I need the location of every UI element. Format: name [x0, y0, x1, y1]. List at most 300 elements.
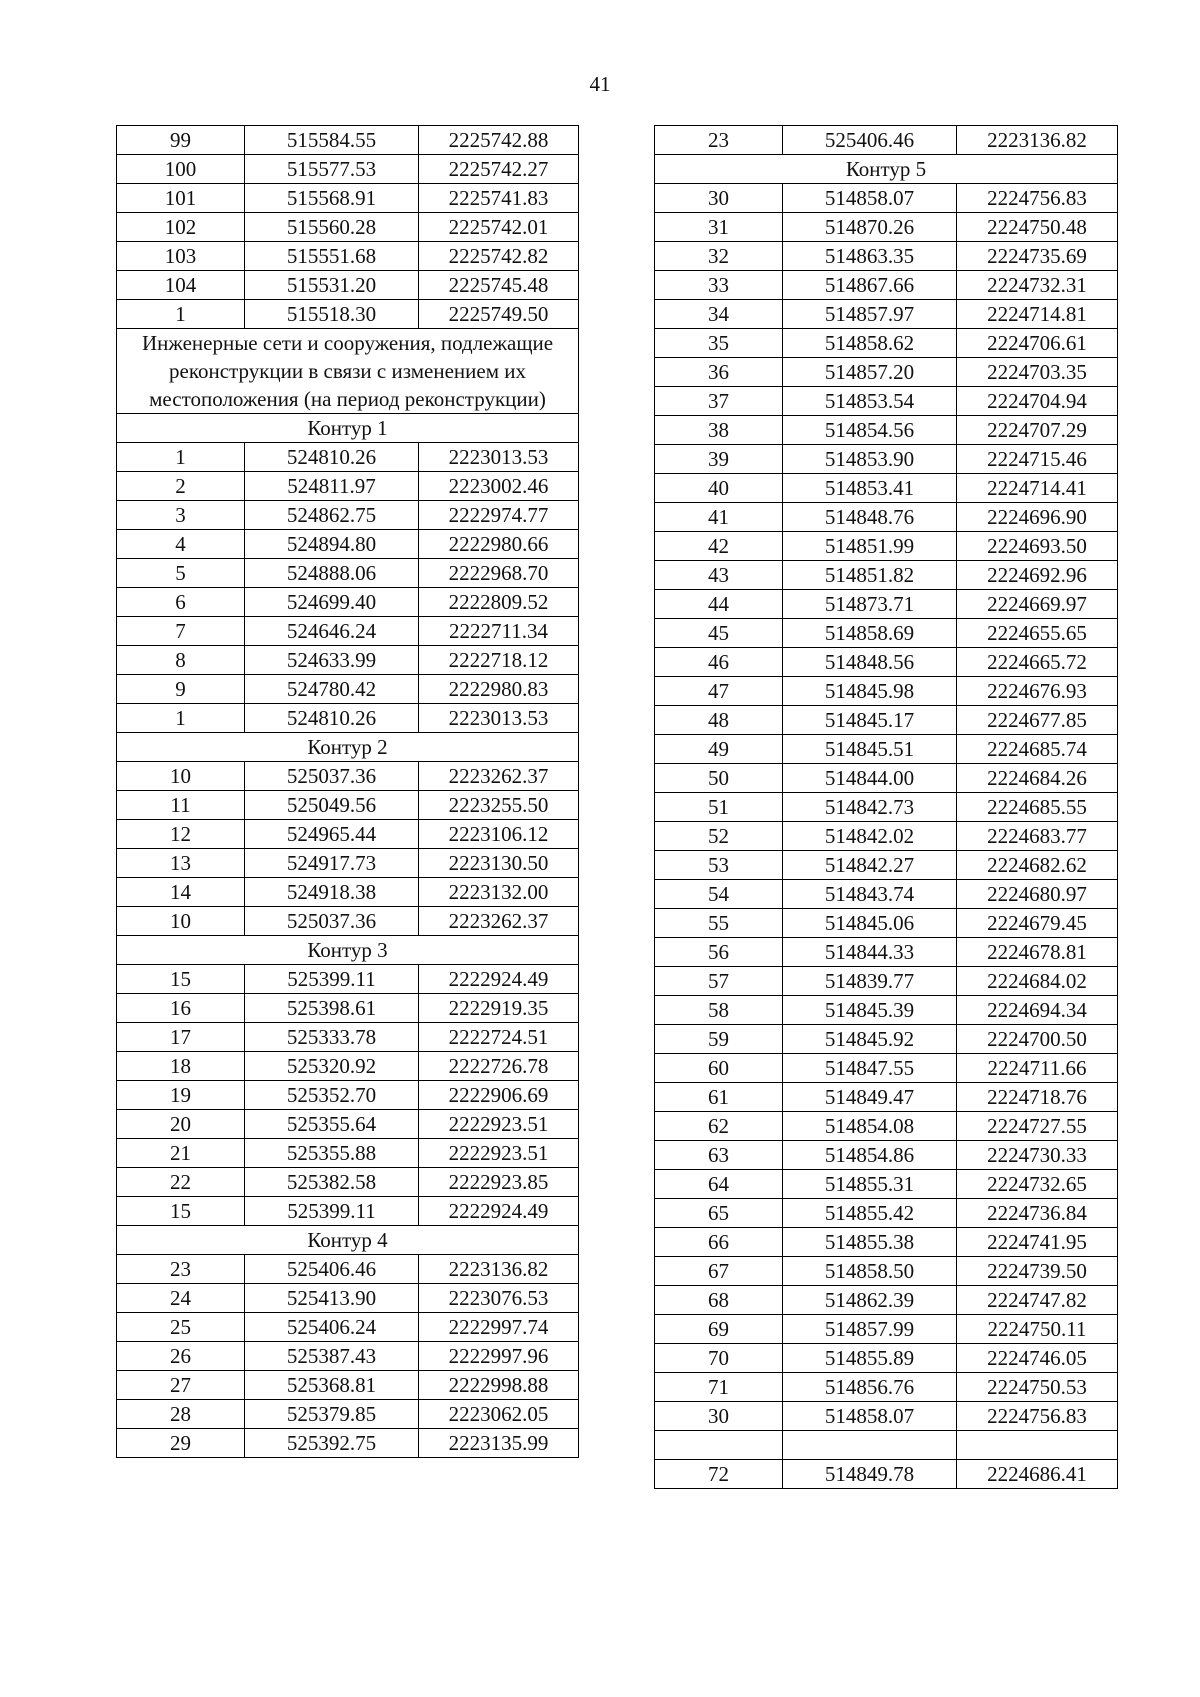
y-coordinate-cell: 2224714.81 — [957, 300, 1118, 329]
x-coordinate-cell: 514849.47 — [783, 1083, 957, 1112]
table-row — [117, 820, 579, 849]
x-coordinate-cell: 525392.75 — [245, 1429, 419, 1458]
point-number-cell: 38 — [655, 416, 783, 445]
point-number-cell: 4 — [117, 530, 245, 559]
y-coordinate-cell — [957, 1431, 1118, 1460]
x-coordinate-cell: 514854.86 — [783, 1141, 957, 1170]
table-row — [655, 271, 1118, 300]
y-coordinate-cell: 2222924.49 — [419, 965, 579, 994]
table-body-left — [117, 126, 579, 1458]
y-coordinate-cell: 2224665.72 — [957, 648, 1118, 677]
table-row — [117, 559, 579, 588]
table-row — [655, 1402, 1118, 1431]
x-coordinate-cell: 514845.39 — [783, 996, 957, 1025]
x-coordinate-cell: 525355.64 — [245, 1110, 419, 1139]
table-row — [655, 590, 1118, 619]
table-row — [655, 184, 1118, 213]
x-coordinate-cell: 525387.43 — [245, 1342, 419, 1371]
y-coordinate-cell: 2224735.69 — [957, 242, 1118, 271]
point-number-cell: 6 — [117, 588, 245, 617]
point-number-cell: 49 — [655, 735, 783, 764]
point-number-cell: 12 — [117, 820, 245, 849]
table-row — [655, 213, 1118, 242]
point-number-cell — [655, 1431, 783, 1460]
table-row — [117, 588, 579, 617]
section-title: Инженерные сети и сооружения, подлежащие реконструкции в связи с изменением их местоположения (на период реконструкции) — [117, 329, 579, 414]
table-row — [117, 300, 579, 329]
y-coordinate-cell: 2222980.66 — [419, 530, 579, 559]
point-number-cell: 27 — [117, 1371, 245, 1400]
x-coordinate-cell: 514842.73 — [783, 793, 957, 822]
y-coordinate-cell: 2222919.35 — [419, 994, 579, 1023]
point-number-cell: 20 — [117, 1110, 245, 1139]
x-coordinate-cell: 514839.77 — [783, 967, 957, 996]
y-coordinate-cell: 2224732.65 — [957, 1170, 1118, 1199]
y-coordinate-cell: 2224694.34 — [957, 996, 1118, 1025]
y-coordinate-cell: 2224676.93 — [957, 677, 1118, 706]
y-coordinate-cell: 2223130.50 — [419, 849, 579, 878]
y-coordinate-cell: 2222726.78 — [419, 1052, 579, 1081]
point-number-cell: 30 — [655, 184, 783, 213]
x-coordinate-cell: 514853.54 — [783, 387, 957, 416]
point-number-cell: 58 — [655, 996, 783, 1025]
point-number-cell: 101 — [117, 184, 245, 213]
x-coordinate-cell: 514844.33 — [783, 938, 957, 967]
table-row — [655, 619, 1118, 648]
table-row — [117, 1429, 579, 1458]
point-number-cell: 24 — [117, 1284, 245, 1313]
x-coordinate-cell: 514854.08 — [783, 1112, 957, 1141]
table-row — [117, 878, 579, 907]
x-coordinate-cell: 514870.26 — [783, 213, 957, 242]
point-number-cell: 61 — [655, 1083, 783, 1112]
y-coordinate-cell: 2222924.49 — [419, 1197, 579, 1226]
x-coordinate-cell: 514855.31 — [783, 1170, 957, 1199]
table-row — [117, 965, 579, 994]
point-number-cell: 60 — [655, 1054, 783, 1083]
y-coordinate-cell: 2222974.77 — [419, 501, 579, 530]
x-coordinate-cell: 514858.07 — [783, 184, 957, 213]
point-number-cell: 71 — [655, 1373, 783, 1402]
section-header-row — [117, 329, 579, 414]
table-row — [655, 1373, 1118, 1402]
table-row — [655, 1199, 1118, 1228]
point-number-cell: 103 — [117, 242, 245, 271]
x-coordinate-cell: 514855.89 — [783, 1344, 957, 1373]
y-coordinate-cell: 2224727.55 — [957, 1112, 1118, 1141]
section-header-row — [117, 733, 579, 762]
y-coordinate-cell: 2222997.74 — [419, 1313, 579, 1342]
point-number-cell: 34 — [655, 300, 783, 329]
point-number-cell: 25 — [117, 1313, 245, 1342]
point-number-cell: 64 — [655, 1170, 783, 1199]
point-number-cell: 1 — [117, 300, 245, 329]
point-number-cell: 33 — [655, 271, 783, 300]
table-row — [655, 126, 1118, 155]
y-coordinate-cell: 2223136.82 — [419, 1255, 579, 1284]
table-row — [655, 358, 1118, 387]
x-coordinate-cell: 515584.55 — [245, 126, 419, 155]
table-row — [655, 387, 1118, 416]
x-coordinate-cell: 525037.36 — [245, 762, 419, 791]
table-row — [117, 443, 579, 472]
y-coordinate-cell: 2225749.50 — [419, 300, 579, 329]
table-row — [117, 271, 579, 300]
point-number-cell: 42 — [655, 532, 783, 561]
table-row — [117, 1081, 579, 1110]
point-number-cell: 57 — [655, 967, 783, 996]
point-number-cell: 40 — [655, 474, 783, 503]
point-number-cell: 54 — [655, 880, 783, 909]
x-coordinate-cell: 514851.99 — [783, 532, 957, 561]
point-number-cell: 11 — [117, 791, 245, 820]
table-row — [117, 1052, 579, 1081]
point-number-cell: 48 — [655, 706, 783, 735]
y-coordinate-cell: 2224704.94 — [957, 387, 1118, 416]
x-coordinate-cell: 525037.36 — [245, 907, 419, 936]
table-row — [655, 967, 1118, 996]
section-title: Контур 4 — [117, 1226, 579, 1255]
point-number-cell: 5 — [117, 559, 245, 588]
x-coordinate-cell: 514862.39 — [783, 1286, 957, 1315]
point-number-cell: 99 — [117, 126, 245, 155]
point-number-cell: 1 — [117, 704, 245, 733]
y-coordinate-cell: 2222718.12 — [419, 646, 579, 675]
table-row — [117, 155, 579, 184]
y-coordinate-cell: 2225742.27 — [419, 155, 579, 184]
x-coordinate-cell: 514851.82 — [783, 561, 957, 590]
point-number-cell: 19 — [117, 1081, 245, 1110]
y-coordinate-cell: 2225741.83 — [419, 184, 579, 213]
table-row — [655, 909, 1118, 938]
point-number-cell: 30 — [655, 1402, 783, 1431]
y-coordinate-cell: 2224730.33 — [957, 1141, 1118, 1170]
x-coordinate-cell: 514849.78 — [783, 1460, 957, 1489]
table-row — [117, 1284, 579, 1313]
point-number-cell: 65 — [655, 1199, 783, 1228]
x-coordinate-cell: 514845.17 — [783, 706, 957, 735]
table-row — [655, 880, 1118, 909]
coordinates-table-left — [116, 125, 579, 1458]
x-coordinate-cell: 514855.38 — [783, 1228, 957, 1257]
x-coordinate-cell: 524699.40 — [245, 588, 419, 617]
table-row — [655, 1170, 1118, 1199]
table-row — [117, 1139, 579, 1168]
table-row — [117, 762, 579, 791]
point-number-cell: 1 — [117, 443, 245, 472]
y-coordinate-cell: 2224682.62 — [957, 851, 1118, 880]
x-coordinate-cell: 514845.98 — [783, 677, 957, 706]
x-coordinate-cell: 525333.78 — [245, 1023, 419, 1052]
x-coordinate-cell: 514863.35 — [783, 242, 957, 271]
x-coordinate-cell: 514873.71 — [783, 590, 957, 619]
table-row — [655, 822, 1118, 851]
x-coordinate-cell: 524646.24 — [245, 617, 419, 646]
x-coordinate-cell: 514867.66 — [783, 271, 957, 300]
table-row — [655, 532, 1118, 561]
y-coordinate-cell: 2223106.12 — [419, 820, 579, 849]
point-number-cell: 28 — [117, 1400, 245, 1429]
x-coordinate-cell: 514858.07 — [783, 1402, 957, 1431]
y-coordinate-cell: 2224684.26 — [957, 764, 1118, 793]
table-row — [655, 1228, 1118, 1257]
point-number-cell: 32 — [655, 242, 783, 271]
y-coordinate-cell: 2223132.00 — [419, 878, 579, 907]
table-row — [655, 764, 1118, 793]
y-coordinate-cell: 2224756.83 — [957, 184, 1118, 213]
table-row — [655, 1431, 1118, 1460]
table-row — [117, 1110, 579, 1139]
x-coordinate-cell: 525413.90 — [245, 1284, 419, 1313]
table-row — [655, 474, 1118, 503]
x-coordinate-cell: 514845.92 — [783, 1025, 957, 1054]
point-number-cell: 45 — [655, 619, 783, 648]
y-coordinate-cell: 2224685.55 — [957, 793, 1118, 822]
y-coordinate-cell: 2222923.51 — [419, 1139, 579, 1168]
point-number-cell: 3 — [117, 501, 245, 530]
x-coordinate-cell: 525382.58 — [245, 1168, 419, 1197]
table-row — [117, 213, 579, 242]
table-row — [655, 1112, 1118, 1141]
x-coordinate-cell: 514843.74 — [783, 880, 957, 909]
point-number-cell: 46 — [655, 648, 783, 677]
x-coordinate-cell: 525368.81 — [245, 1371, 419, 1400]
x-coordinate-cell: 514845.51 — [783, 735, 957, 764]
point-number-cell: 70 — [655, 1344, 783, 1373]
x-coordinate-cell: 525049.56 — [245, 791, 419, 820]
table-row — [655, 416, 1118, 445]
y-coordinate-cell: 2224680.97 — [957, 880, 1118, 909]
x-coordinate-cell: 524894.80 — [245, 530, 419, 559]
point-number-cell: 9 — [117, 675, 245, 704]
x-coordinate-cell: 514857.97 — [783, 300, 957, 329]
y-coordinate-cell: 2224669.97 — [957, 590, 1118, 619]
point-number-cell: 15 — [117, 965, 245, 994]
point-number-cell: 23 — [655, 126, 783, 155]
y-coordinate-cell: 2223013.53 — [419, 704, 579, 733]
table-row — [655, 1141, 1118, 1170]
y-coordinate-cell: 2222968.70 — [419, 559, 579, 588]
y-coordinate-cell: 2224693.50 — [957, 532, 1118, 561]
point-number-cell: 66 — [655, 1228, 783, 1257]
x-coordinate-cell: 524862.75 — [245, 501, 419, 530]
x-coordinate-cell: 514847.55 — [783, 1054, 957, 1083]
section-header-row — [117, 414, 579, 443]
table-row — [117, 617, 579, 646]
table-row — [117, 675, 579, 704]
section-header-row — [655, 155, 1118, 184]
y-coordinate-cell: 2224707.29 — [957, 416, 1118, 445]
table-row — [117, 907, 579, 936]
section-header-row — [117, 936, 579, 965]
y-coordinate-cell: 2222724.51 — [419, 1023, 579, 1052]
table-row — [117, 704, 579, 733]
point-number-cell: 102 — [117, 213, 245, 242]
section-header-row — [117, 1226, 579, 1255]
table-row — [655, 503, 1118, 532]
table-row — [117, 501, 579, 530]
point-number-cell: 69 — [655, 1315, 783, 1344]
y-coordinate-cell: 2224750.11 — [957, 1315, 1118, 1344]
point-number-cell: 35 — [655, 329, 783, 358]
y-coordinate-cell: 2223135.99 — [419, 1429, 579, 1458]
point-number-cell: 68 — [655, 1286, 783, 1315]
x-coordinate-cell: 524780.42 — [245, 675, 419, 704]
y-coordinate-cell: 2223062.05 — [419, 1400, 579, 1429]
point-number-cell: 52 — [655, 822, 783, 851]
table-row — [655, 1344, 1118, 1373]
table-row — [117, 791, 579, 820]
x-coordinate-cell: 514842.02 — [783, 822, 957, 851]
section-title: Контур 2 — [117, 733, 579, 762]
x-coordinate-cell: 514848.76 — [783, 503, 957, 532]
point-number-cell: 18 — [117, 1052, 245, 1081]
table-row — [117, 472, 579, 501]
table-row — [655, 445, 1118, 474]
table-row — [655, 300, 1118, 329]
x-coordinate-cell: 524965.44 — [245, 820, 419, 849]
table-row — [117, 1400, 579, 1429]
point-number-cell: 63 — [655, 1141, 783, 1170]
point-number-cell: 16 — [117, 994, 245, 1023]
point-number-cell: 29 — [117, 1429, 245, 1458]
x-coordinate-cell: 515531.20 — [245, 271, 419, 300]
x-coordinate-cell: 514856.76 — [783, 1373, 957, 1402]
point-number-cell: 8 — [117, 646, 245, 675]
table-row — [117, 1342, 579, 1371]
coordinates-table-right — [654, 125, 1118, 1489]
x-coordinate-cell: 514855.42 — [783, 1199, 957, 1228]
y-coordinate-cell: 2224655.65 — [957, 619, 1118, 648]
table-row — [655, 735, 1118, 764]
y-coordinate-cell: 2224692.96 — [957, 561, 1118, 590]
point-number-cell: 51 — [655, 793, 783, 822]
y-coordinate-cell: 2225742.88 — [419, 126, 579, 155]
table-row — [117, 126, 579, 155]
x-coordinate-cell: 525406.46 — [245, 1255, 419, 1284]
x-coordinate-cell: 524888.06 — [245, 559, 419, 588]
y-coordinate-cell: 2224756.83 — [957, 1402, 1118, 1431]
x-coordinate-cell: 524917.73 — [245, 849, 419, 878]
table-row — [117, 1197, 579, 1226]
x-coordinate-cell: 515568.91 — [245, 184, 419, 213]
table-row — [655, 329, 1118, 358]
point-number-cell: 2 — [117, 472, 245, 501]
y-coordinate-cell: 2222906.69 — [419, 1081, 579, 1110]
x-coordinate-cell: 524810.26 — [245, 443, 419, 472]
table-row — [117, 1313, 579, 1342]
table-row — [655, 1083, 1118, 1112]
x-coordinate-cell: 524810.26 — [245, 704, 419, 733]
table-row — [655, 851, 1118, 880]
y-coordinate-cell: 2223255.50 — [419, 791, 579, 820]
point-number-cell: 41 — [655, 503, 783, 532]
table-row — [655, 648, 1118, 677]
y-coordinate-cell: 2224696.90 — [957, 503, 1118, 532]
y-coordinate-cell: 2222809.52 — [419, 588, 579, 617]
table-row — [655, 1286, 1118, 1315]
y-coordinate-cell: 2224711.66 — [957, 1054, 1118, 1083]
table-row — [655, 561, 1118, 590]
y-coordinate-cell: 2224747.82 — [957, 1286, 1118, 1315]
table-row — [117, 1168, 579, 1197]
point-number-cell: 31 — [655, 213, 783, 242]
y-coordinate-cell: 2224750.48 — [957, 213, 1118, 242]
x-coordinate-cell: 524633.99 — [245, 646, 419, 675]
point-number-cell: 21 — [117, 1139, 245, 1168]
table-row — [655, 1025, 1118, 1054]
y-coordinate-cell: 2223262.37 — [419, 762, 579, 791]
x-coordinate-cell: 514857.20 — [783, 358, 957, 387]
point-number-cell: 22 — [117, 1168, 245, 1197]
x-coordinate-cell: 525399.11 — [245, 965, 419, 994]
table-row — [117, 184, 579, 213]
table-row — [655, 1257, 1118, 1286]
point-number-cell: 10 — [117, 762, 245, 791]
section-title: Контур 1 — [117, 414, 579, 443]
y-coordinate-cell: 2224683.77 — [957, 822, 1118, 851]
x-coordinate-cell: 514844.00 — [783, 764, 957, 793]
point-number-cell: 50 — [655, 764, 783, 793]
table-row — [655, 996, 1118, 1025]
table-row — [655, 677, 1118, 706]
y-coordinate-cell: 2224700.50 — [957, 1025, 1118, 1054]
y-coordinate-cell: 2223013.53 — [419, 443, 579, 472]
y-coordinate-cell: 2223136.82 — [957, 126, 1118, 155]
y-coordinate-cell: 2224750.53 — [957, 1373, 1118, 1402]
y-coordinate-cell: 2224685.74 — [957, 735, 1118, 764]
point-number-cell: 55 — [655, 909, 783, 938]
y-coordinate-cell: 2224715.46 — [957, 445, 1118, 474]
point-number-cell: 10 — [117, 907, 245, 936]
y-coordinate-cell: 2222980.83 — [419, 675, 579, 704]
table-row — [655, 1315, 1118, 1344]
y-coordinate-cell: 2224684.02 — [957, 967, 1118, 996]
point-number-cell: 56 — [655, 938, 783, 967]
x-coordinate-cell: 525320.92 — [245, 1052, 419, 1081]
x-coordinate-cell: 514845.06 — [783, 909, 957, 938]
x-coordinate-cell: 514842.27 — [783, 851, 957, 880]
y-coordinate-cell: 2225742.82 — [419, 242, 579, 271]
table-row — [117, 242, 579, 271]
x-coordinate-cell: 525352.70 — [245, 1081, 419, 1110]
table-row — [117, 994, 579, 1023]
x-coordinate-cell: 514853.90 — [783, 445, 957, 474]
table-body-right — [655, 126, 1118, 1489]
point-number-cell: 59 — [655, 1025, 783, 1054]
y-coordinate-cell: 2223076.53 — [419, 1284, 579, 1313]
y-coordinate-cell: 2225745.48 — [419, 271, 579, 300]
y-coordinate-cell: 2224677.85 — [957, 706, 1118, 735]
point-number-cell: 43 — [655, 561, 783, 590]
y-coordinate-cell: 2224741.95 — [957, 1228, 1118, 1257]
point-number-cell: 7 — [117, 617, 245, 646]
x-coordinate-cell: 525406.24 — [245, 1313, 419, 1342]
y-coordinate-cell: 2224703.35 — [957, 358, 1118, 387]
x-coordinate-cell: 515518.30 — [245, 300, 419, 329]
y-coordinate-cell: 2222998.88 — [419, 1371, 579, 1400]
x-coordinate-cell: 525399.11 — [245, 1197, 419, 1226]
table-row — [117, 1255, 579, 1284]
point-number-cell: 14 — [117, 878, 245, 907]
y-coordinate-cell: 2223262.37 — [419, 907, 579, 936]
y-coordinate-cell: 2224686.41 — [957, 1460, 1118, 1489]
table-row — [655, 706, 1118, 735]
y-coordinate-cell: 2224746.05 — [957, 1344, 1118, 1373]
table-row — [117, 530, 579, 559]
x-coordinate-cell: 515577.53 — [245, 155, 419, 184]
point-number-cell: 47 — [655, 677, 783, 706]
